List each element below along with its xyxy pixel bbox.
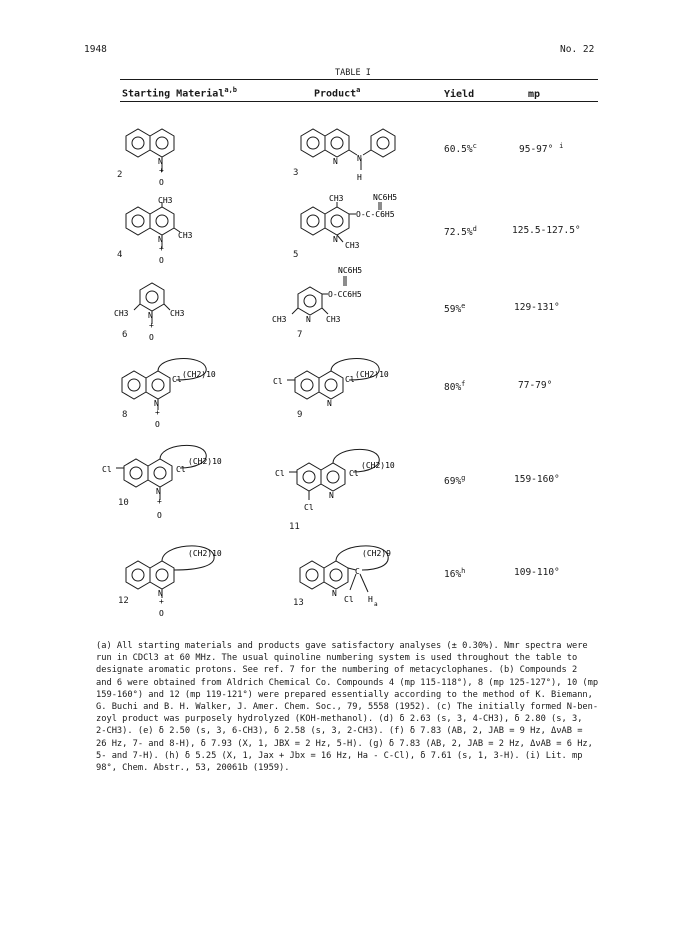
sm10-o-label: O bbox=[157, 511, 162, 520]
sm8-n-label: N bbox=[154, 399, 159, 408]
sm10-cl-left: Cl bbox=[102, 465, 112, 474]
sm2-o-label: O bbox=[159, 178, 164, 187]
p5-n-label: N bbox=[333, 235, 338, 244]
structure-prod-3 bbox=[293, 128, 403, 188]
footnote-line: 159-160°) and 12 (mp 119-121°) were prepared essentially according to the method of K. Biemann, bbox=[96, 689, 593, 700]
mp-sup-1: i bbox=[559, 142, 564, 150]
structure-sm-4 bbox=[114, 196, 204, 268]
yield-row-2 bbox=[444, 225, 477, 238]
mp-row-6 bbox=[514, 567, 560, 578]
p7-ch3-left: CH3 bbox=[272, 315, 287, 324]
structure-sm-10 bbox=[102, 442, 252, 524]
mp-row-2 bbox=[512, 225, 581, 236]
sm10-plus-label: + bbox=[157, 497, 162, 506]
compound-number-prod-5: 5 bbox=[293, 250, 299, 260]
sm4-ch3-right: CH3 bbox=[178, 231, 193, 240]
sm12-ch2-10: (CH2)10 bbox=[188, 549, 222, 558]
sm8-cl: Cl bbox=[172, 375, 182, 384]
p9-cl-left: Cl bbox=[273, 377, 283, 386]
p3-h-label: H bbox=[357, 173, 362, 182]
yield-value-5: 69% bbox=[444, 476, 462, 488]
header-mp: mp bbox=[528, 89, 541, 100]
yield-value-1: 60.5% bbox=[444, 144, 473, 156]
p11-ch2-10: (CH2)10 bbox=[361, 461, 395, 470]
p13-ha-sub: a bbox=[374, 601, 378, 608]
p11-cl-left: Cl bbox=[275, 469, 285, 478]
compound-number-sm-12: 12 bbox=[118, 596, 129, 606]
p5-ch3-top: CH3 bbox=[329, 194, 344, 203]
compound-number-prod-13: 13 bbox=[293, 598, 304, 608]
mp-row-4 bbox=[518, 380, 552, 391]
p7-nc6h5: NC6H5 bbox=[338, 266, 363, 275]
header-starting-material bbox=[122, 86, 237, 99]
p9-n-label: N bbox=[327, 399, 332, 408]
footnote-line: and 6 were obtained from Aldrich Chemical Co. Compounds 4 (mp 115-118°), 8 (mp 125-127°), 10 (mp bbox=[96, 677, 599, 688]
yield-sup-2: d bbox=[472, 225, 477, 233]
structure-prod-9 bbox=[273, 358, 413, 418]
table-top-rule bbox=[120, 79, 598, 80]
header-product bbox=[314, 86, 360, 99]
mp-value-6: 109-110° bbox=[514, 567, 560, 578]
yield-sup-3: e bbox=[461, 302, 466, 310]
p9-cl-right: Cl bbox=[345, 375, 355, 384]
sm8-o-label: O bbox=[155, 420, 160, 429]
sm12-o-label: O bbox=[159, 609, 164, 618]
yield-sup-6: h bbox=[461, 567, 466, 575]
footnote-line: 5- and 7-H). (h) δ 5.25 (X, 1, Jax + Jbx = 16 Hz, Ha - C-Cl), δ 7.61 (s, 1, 3-H). (i) Lit. mp bbox=[96, 750, 583, 761]
p5-nc6h5: NC6H5 bbox=[373, 193, 398, 202]
p7-ch3-right: CH3 bbox=[326, 315, 341, 324]
mp-value-4: 77-79° bbox=[518, 380, 553, 391]
mp-value-2: 125.5-127.5° bbox=[512, 225, 581, 236]
p13-h-label: H bbox=[368, 595, 373, 604]
compound-number-sm-6: 6 bbox=[122, 330, 128, 340]
header-product-label: Product bbox=[314, 88, 357, 100]
mp-row-3 bbox=[514, 302, 560, 313]
sm6-plus-label: + bbox=[149, 321, 154, 330]
footnote-line: 98°, Chem. Abstr., 53, 20061b (1959). bbox=[96, 763, 290, 774]
footnote-line: designate aromatic protons. See ref. 7 for the numbering of metacyclophanes. (b) Compounds 2 bbox=[96, 665, 578, 676]
p11-n-label: N bbox=[329, 491, 334, 500]
header-yield: Yield bbox=[444, 89, 475, 100]
compound-number-sm-8: 8 bbox=[122, 410, 128, 420]
p7-n-label: N bbox=[306, 315, 311, 324]
sm2-plus-label: + bbox=[159, 166, 164, 175]
structure-prod-11 bbox=[275, 446, 425, 522]
footnote-line: 26 Hz, 7- and 8-H), δ 7.93 (X, 1, JBX = 2 Hz, 5-H). (g) δ 7.83 (AB, 2, JAB = 2 Hz, ΔνAB = 6 Hz, bbox=[96, 738, 593, 749]
footnote-line: G. Buchi and B. H. Walker, J. Amer. Chem. Soc., 79, 5558 (1952). (c) The initially formed N-ben- bbox=[96, 702, 599, 713]
header-starting-sup: a,b bbox=[224, 86, 238, 94]
p3-n1-label: N bbox=[333, 157, 338, 166]
structure-sm-12 bbox=[118, 540, 258, 620]
p13-c-label: C bbox=[355, 567, 360, 576]
p5-ch3-bottom: CH3 bbox=[345, 241, 360, 250]
yield-sup-1: c bbox=[472, 142, 477, 150]
mp-value-1: 95-97° bbox=[519, 144, 554, 156]
compound-number-sm-10: 10 bbox=[118, 498, 129, 508]
yield-sup-4: f bbox=[461, 380, 466, 388]
p5-oc-c6h5: O-C-C6H5 bbox=[356, 210, 395, 219]
table-footnotes bbox=[96, 640, 616, 774]
compound-number-prod-3: 3 bbox=[293, 168, 299, 178]
footnote-line: 2-CH3). (e) δ 2.50 (s, 3, 6-CH3), δ 2.58 (s, 3, 2-CH3). (f) δ 7.83 (AB, 2, JAB = 9 Hz, ΔνAB = bbox=[96, 726, 583, 737]
structure-sm-8 bbox=[114, 358, 254, 430]
yield-value-3: 59% bbox=[444, 304, 462, 316]
yield-value-4: 80% bbox=[444, 382, 462, 394]
structure-prod-7 bbox=[270, 264, 390, 336]
header-starting-label: Starting Material bbox=[122, 88, 225, 100]
sm12-plus-label: + bbox=[159, 597, 164, 606]
p13-cl-label: Cl bbox=[344, 595, 354, 604]
mp-value-5: 159-160° bbox=[514, 474, 560, 485]
sm6-n-label: N bbox=[148, 311, 153, 320]
mp-value-3: 129-131° bbox=[514, 302, 560, 313]
p7-occ6h5: O-CC6H5 bbox=[328, 290, 362, 299]
sm6-ch3-right: CH3 bbox=[170, 309, 185, 318]
sm10-ch2-10: (CH2)10 bbox=[188, 457, 222, 466]
sm12-n-label: N bbox=[158, 589, 163, 598]
yield-row-6 bbox=[444, 567, 465, 580]
mp-row-1 bbox=[519, 142, 563, 155]
sm4-plus-label: + bbox=[159, 244, 164, 253]
footnote-line: zoyl product was purposely hydrolyzed (KOH-methanol). (d) δ 2.63 (s, 3, 4-CH3), δ 2.80 (s, 3, bbox=[96, 714, 583, 725]
page-number: 1948 bbox=[84, 44, 107, 55]
structure-sm-2 bbox=[118, 128, 198, 190]
footnote-line: run in CDCl3 at 60 MHz. The usual quinoline numbering system is used throughout the table to bbox=[96, 653, 578, 664]
sm2-n-label: N bbox=[158, 157, 163, 166]
p13-n-label: N bbox=[332, 589, 337, 598]
footnote-line: (a) All starting materials and products gave satisfactory analyses (± 0.30%). Nmr spectra were bbox=[96, 641, 588, 651]
compound-number-prod-7: 7 bbox=[297, 330, 303, 340]
sm4-ch3-top: CH3 bbox=[158, 196, 173, 205]
header-product-sup: a bbox=[356, 86, 361, 94]
table-title: TABLE I bbox=[335, 68, 371, 78]
yield-row-5 bbox=[444, 474, 465, 487]
p13-ch2-9: (CH2)9 bbox=[362, 549, 391, 558]
p11-cl-right: Cl bbox=[349, 469, 359, 478]
p9-ch2-10: (CH2)10 bbox=[355, 370, 389, 379]
sm4-n-label: N bbox=[158, 235, 163, 244]
compound-number-prod-9: 9 bbox=[297, 410, 303, 420]
yield-sup-5: g bbox=[461, 474, 466, 482]
sm8-plus-label: + bbox=[155, 408, 160, 417]
compound-number-sm-2: 2 bbox=[117, 170, 123, 180]
sm4-o-label: O bbox=[159, 256, 164, 265]
table-header-rule bbox=[120, 101, 598, 102]
p3-n2-label: N bbox=[357, 154, 362, 163]
compound-number-prod-11: 11 bbox=[289, 522, 300, 532]
p11-cl-bottom: Cl bbox=[304, 503, 314, 512]
yield-value-6: 16% bbox=[444, 569, 462, 581]
structure-prod-5 bbox=[293, 192, 433, 262]
sm6-o-label: O bbox=[149, 333, 154, 342]
mp-row-5 bbox=[514, 474, 560, 485]
yield-row-3 bbox=[444, 302, 465, 315]
issue-number: No. 22 bbox=[560, 44, 595, 55]
yield-row-1 bbox=[444, 142, 477, 155]
sm6-ch3-left: CH3 bbox=[114, 309, 129, 318]
sm8-ch2-10: (CH2)10 bbox=[182, 370, 216, 379]
yield-value-2: 72.5% bbox=[444, 227, 473, 239]
structure-prod-13 bbox=[292, 540, 432, 620]
yield-row-4 bbox=[444, 380, 465, 393]
sm10-n-label: N bbox=[156, 487, 161, 496]
compound-number-sm-4: 4 bbox=[117, 250, 123, 260]
sm10-cl-right: Cl bbox=[176, 465, 186, 474]
